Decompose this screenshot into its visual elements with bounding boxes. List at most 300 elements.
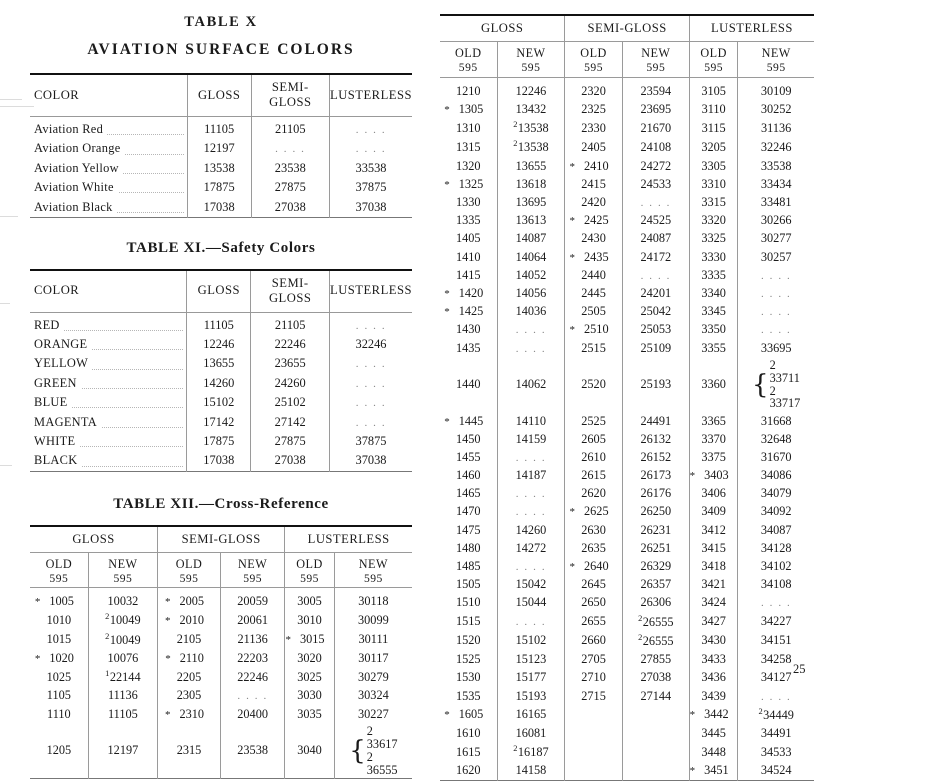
cell-value: 2515	[581, 340, 606, 355]
cell-value: 20400	[237, 706, 268, 721]
table-cell	[251, 393, 330, 412]
table-cell	[440, 687, 497, 705]
table-cell	[440, 230, 497, 248]
cell-value: 33481	[760, 195, 792, 210]
empty-value-dots: . . . .	[355, 416, 387, 429]
table-cell	[689, 430, 737, 448]
table-cell	[738, 743, 814, 762]
footnote-superscript: 2	[366, 723, 373, 738]
cell-value: 26132	[640, 431, 672, 446]
table-row	[30, 178, 412, 197]
cell-value: 1610	[455, 726, 481, 741]
cell-value: 13655	[515, 158, 547, 173]
table-row	[30, 412, 412, 431]
cell-value: 17875	[203, 180, 235, 195]
table-cell	[565, 705, 622, 724]
table-xii-left-body	[30, 588, 412, 779]
cell-value: 27038	[640, 670, 672, 685]
brace-values	[367, 725, 398, 777]
cell-value: $^2$26555	[638, 632, 674, 648]
table-x-col-color: COLOR	[30, 74, 187, 117]
empty-value-dots: . . . .	[515, 488, 547, 501]
cell-value: 33538	[355, 160, 387, 175]
cell-value: 27855	[640, 652, 672, 667]
table-cell	[221, 649, 285, 667]
cell-value: 2430	[581, 231, 606, 246]
table-row	[440, 175, 814, 193]
sub-label: OLD	[454, 46, 482, 60]
cell-value: 3409	[701, 504, 726, 519]
table-cell	[187, 178, 251, 197]
table-row	[440, 539, 814, 557]
sub-note: 595	[646, 61, 666, 75]
cell-value: 15177	[515, 670, 547, 685]
cell-value: * 2410	[569, 158, 609, 173]
table-cell	[689, 521, 737, 539]
cell-value: 14110	[515, 413, 547, 428]
color-name: Aviation Black	[34, 200, 117, 214]
table-cell	[565, 539, 622, 557]
cell-value: 2650	[581, 595, 606, 610]
cell-value: 34524	[760, 763, 792, 778]
table-cell	[738, 77, 814, 100]
cell-value: 10032	[107, 594, 139, 609]
table-row	[30, 393, 412, 412]
table-xii-sub-lust-old	[285, 552, 335, 588]
table-cell	[622, 284, 689, 302]
asterisk-marker: *	[165, 652, 171, 665]
table-row	[30, 588, 412, 611]
cell-value: 30109	[760, 83, 792, 98]
cell-value: * 1605	[444, 707, 484, 722]
table-cell	[187, 374, 251, 393]
table-cell	[88, 630, 157, 649]
cell-value: 13695	[515, 195, 547, 210]
asterisk-marker: *	[689, 765, 696, 778]
cell-value: 1530	[455, 670, 481, 685]
cell-value: 14260	[515, 522, 547, 537]
cell-value: 34258	[760, 652, 792, 667]
table-cell	[497, 339, 565, 357]
color-name-cell	[30, 178, 187, 197]
table-cell	[565, 175, 622, 193]
cell-value: 1460	[455, 468, 481, 483]
table-cell	[440, 412, 497, 430]
empty-value-dots: . . . .	[515, 342, 547, 355]
table-cell	[689, 651, 737, 669]
table-cell	[622, 266, 689, 284]
cell-value: 34086	[760, 468, 792, 483]
cell-value: 24272	[640, 158, 672, 173]
table-cell	[689, 412, 737, 430]
cell-value: 1525	[455, 652, 481, 667]
table-xii-left-head	[30, 526, 412, 588]
cell-value: 30227	[358, 706, 389, 721]
table-cell	[440, 100, 497, 118]
table-cell	[497, 651, 565, 669]
table-xii-group-lusterless: LUSTERLESS	[285, 526, 412, 553]
table-cell	[622, 193, 689, 211]
cell-value: 12246	[203, 337, 235, 352]
table-cell	[738, 303, 814, 321]
cell-value: 22203	[237, 650, 268, 665]
cell-value: 32246	[355, 337, 387, 352]
cell-value: 1315	[455, 139, 481, 154]
cell-value: 3035	[297, 706, 322, 721]
cell-value: 11105	[107, 706, 138, 721]
cell-value: 2405	[581, 139, 606, 154]
table-cell	[158, 649, 221, 667]
cell-value: 26173	[640, 468, 672, 483]
cell-value: 2635	[581, 540, 606, 555]
empty-value-dots: . . . .	[515, 324, 547, 337]
table-cell	[330, 178, 413, 197]
cell-value: 1465	[455, 486, 481, 501]
table-xii-right-group-row	[440, 15, 814, 42]
table-cell	[689, 230, 737, 248]
table-cell	[221, 588, 285, 611]
table-cell	[330, 374, 413, 393]
cell-value: 3305	[701, 158, 726, 173]
table-cell	[622, 248, 689, 266]
table-cell	[622, 100, 689, 118]
table-row	[440, 612, 814, 631]
cell-value: 11105	[203, 317, 234, 332]
table-cell	[440, 212, 497, 230]
cell-value: 12197	[203, 141, 235, 156]
table-cell	[689, 357, 737, 412]
cell-value: 2525	[581, 413, 606, 428]
table-cell	[689, 687, 737, 705]
cell-value: 14087	[515, 231, 547, 246]
table-cell	[440, 357, 497, 412]
cell-value: 1210	[455, 83, 481, 98]
table-cell	[497, 687, 565, 705]
cell-value: 1430	[455, 322, 481, 337]
table-cell	[440, 612, 497, 631]
cell-value: 2660	[581, 633, 606, 648]
color-name: YELLOW	[34, 356, 92, 370]
table-cell	[251, 451, 330, 471]
color-name-cell	[30, 432, 187, 451]
table-cell	[440, 467, 497, 485]
cell-value: 14260	[203, 375, 235, 390]
table-cell	[622, 485, 689, 503]
color-name: GREEN	[34, 376, 81, 390]
cell-value: 3375	[701, 449, 726, 464]
table-cell	[738, 687, 814, 705]
table-cell	[330, 312, 413, 335]
cell-value: 2705	[581, 652, 606, 667]
color-name: Aviation Orange	[34, 141, 125, 155]
cell-value: * 1020	[34, 650, 74, 665]
table-cell	[689, 762, 737, 781]
cell-value: 24533	[640, 176, 672, 191]
table-cell	[738, 705, 814, 724]
table-row	[30, 139, 412, 158]
table-cell	[330, 159, 413, 178]
color-name-cell	[30, 374, 187, 393]
empty-value-dots: . . . .	[760, 324, 792, 337]
table-cell	[689, 705, 737, 724]
table-row	[30, 159, 412, 178]
table-cell	[497, 631, 565, 650]
asterisk-marker: *	[444, 103, 450, 116]
table-xii-sub-gloss-new	[497, 42, 565, 78]
table-cell	[285, 705, 335, 723]
table-cell	[738, 631, 814, 650]
color-name-cell	[30, 117, 187, 140]
table-cell	[497, 284, 565, 302]
cell-value: * 3451	[689, 763, 729, 778]
cell-value: 27875	[274, 433, 306, 448]
table-row	[440, 762, 814, 781]
cell-value: 3205	[701, 139, 726, 154]
table-row	[30, 432, 412, 451]
empty-value-dots: . . . .	[237, 690, 268, 703]
table-cell	[622, 321, 689, 339]
cell-value: 1435	[455, 340, 481, 355]
table-cell	[738, 724, 814, 742]
cell-value: 34127	[760, 670, 792, 685]
table-cell	[497, 230, 565, 248]
table-cell	[334, 649, 412, 667]
cell-value: 1520	[455, 633, 481, 648]
cell-value: 37038	[355, 453, 387, 468]
table-xii-sub-semi-old	[565, 42, 622, 78]
table-cell	[689, 284, 737, 302]
table-cell	[689, 77, 737, 100]
empty-value-dots: . . . .	[515, 616, 547, 629]
cell-value: $^2$34449	[758, 706, 794, 722]
asterisk-marker: *	[569, 561, 575, 574]
cell-value: 34102	[760, 559, 792, 574]
cell-value: 3421	[701, 577, 726, 592]
cell-value: 34128	[760, 540, 792, 555]
table-cell	[565, 100, 622, 118]
asterisk-marker: *	[569, 251, 575, 264]
table-row	[440, 503, 814, 521]
table-cell	[622, 743, 689, 762]
table-cell	[738, 430, 814, 448]
table-cell	[565, 77, 622, 100]
cell-value: 30257	[760, 249, 792, 264]
cell-value: 34108	[760, 577, 792, 592]
cell-value: 25193	[640, 377, 672, 392]
table-row	[30, 197, 412, 217]
cell-value: 24260	[274, 375, 306, 390]
table-row	[30, 668, 412, 687]
table-cell	[565, 724, 622, 742]
table-row	[440, 594, 814, 612]
table-cell-multivalue	[738, 357, 814, 412]
table-cell	[285, 723, 335, 778]
cell-value: 11136	[107, 688, 138, 703]
sub-label: NEW	[358, 556, 388, 571]
cell-value: 14159	[515, 431, 547, 446]
table-cell	[497, 724, 565, 742]
table-cell	[221, 687, 285, 705]
asterisk-marker: *	[569, 160, 575, 173]
cell-value: 2105	[176, 632, 202, 647]
table-xii-sub-semi-new	[221, 552, 285, 588]
cell-value: 1485	[455, 559, 481, 574]
cell-value: 26357	[640, 577, 672, 592]
table-xii-sub-lust-new	[334, 552, 412, 588]
cell-value: 14056	[515, 285, 547, 300]
table-cell	[565, 651, 622, 669]
cell-value: 3105	[701, 83, 726, 98]
cell-value: 1010	[46, 612, 72, 627]
table-cell	[565, 503, 622, 521]
table-cell	[251, 117, 329, 140]
cell-value: 34227	[760, 614, 792, 629]
cell-value: 23538	[274, 160, 306, 175]
table-cell	[565, 448, 622, 466]
cell-value: 3365	[701, 413, 726, 428]
cell-value: 13613	[515, 213, 547, 228]
table-cell	[622, 539, 689, 557]
footnote-superscript: 2	[513, 120, 518, 130]
sub-label: OLD	[700, 46, 727, 60]
table-x	[30, 73, 412, 218]
table-row	[440, 230, 814, 248]
table-cell	[30, 705, 88, 723]
empty-value-dots: . . . .	[275, 143, 306, 156]
table-cell	[440, 576, 497, 594]
sub-note: 595	[521, 61, 541, 75]
table-cell	[158, 588, 221, 611]
cell-value: 15123	[515, 652, 547, 667]
table-cell	[187, 432, 251, 451]
table-cell	[738, 412, 814, 430]
cell-value: 3424	[701, 595, 726, 610]
table-xii-left-sub-row	[30, 552, 412, 588]
brace-value: 2 33617	[366, 723, 398, 751]
cell-value: 1105	[46, 688, 71, 703]
table-cell	[497, 521, 565, 539]
table-cell	[622, 631, 689, 650]
sub-note: 595	[49, 571, 69, 585]
cell-value: 2205	[176, 669, 202, 684]
table-row	[30, 705, 412, 723]
footnote-superscript: 2	[769, 383, 776, 398]
table-cell	[622, 687, 689, 705]
table-cell	[738, 284, 814, 302]
cell-value: 26250	[640, 504, 672, 519]
cell-value: * 3442	[689, 707, 729, 722]
table-xii-sub-semi-old	[158, 552, 221, 588]
table-cell	[565, 339, 622, 357]
cell-value: 26329	[640, 559, 672, 574]
cell-value: * 1305	[444, 101, 484, 116]
cell-value: 17142	[203, 414, 235, 429]
table-cell	[497, 357, 565, 412]
cell-value: 37875	[355, 180, 387, 195]
table-x-subtitle: AVIATION SURFACE COLORS	[87, 41, 355, 58]
cell-value: 3335	[701, 267, 726, 282]
cell-value: 1515	[455, 614, 481, 629]
table-xii-group-semigloss: SEMI-GLOSS	[158, 526, 285, 553]
footnote-superscript: 2	[105, 612, 110, 622]
table-cell	[251, 374, 330, 393]
cell-value: 17038	[203, 453, 235, 468]
cell-value: 1110	[47, 706, 71, 721]
table-cell	[689, 248, 737, 266]
cell-value: 17875	[203, 433, 235, 448]
table-row	[440, 193, 814, 211]
asterisk-marker: *	[569, 215, 575, 228]
table-cell	[622, 138, 689, 157]
table-cell	[565, 284, 622, 302]
cell-value: 3020	[297, 650, 322, 665]
table-row	[440, 212, 814, 230]
cell-value: 1615	[455, 744, 481, 759]
table-cell	[565, 430, 622, 448]
asterisk-marker: *	[444, 709, 450, 722]
table-cell	[440, 321, 497, 339]
table-cell	[497, 705, 565, 724]
table-xii-sub-semi-new	[622, 42, 689, 78]
cell-value: 2710	[581, 670, 606, 685]
table-cell	[622, 175, 689, 193]
table-cell	[440, 485, 497, 503]
sub-label: OLD	[580, 46, 607, 60]
table-x-head	[30, 74, 412, 117]
color-name-cell	[30, 451, 187, 471]
scan-artifact	[0, 106, 34, 107]
brace-values	[770, 359, 801, 411]
table-x-col-lusterless: LUSTERLESS	[330, 74, 413, 117]
empty-value-dots: . . . .	[355, 124, 387, 136]
cell-value: 34491	[760, 726, 792, 741]
cell-value: 34079	[760, 486, 792, 501]
table-cell	[285, 611, 335, 630]
table-row	[30, 312, 412, 335]
table-cell	[187, 335, 251, 354]
sub-note: 595	[458, 61, 478, 75]
cell-value: 3310	[701, 176, 726, 191]
table-cell	[334, 668, 412, 687]
cell-value: 33695	[760, 340, 792, 355]
table-cell	[30, 668, 88, 687]
table-cell	[622, 594, 689, 612]
cell-value: $^2$13538	[513, 120, 549, 136]
cell-value: 30277	[760, 231, 792, 246]
table-cell	[738, 576, 814, 594]
cell-value: 3445	[701, 726, 726, 741]
table-xii-sub-lust-old	[689, 42, 737, 78]
asterisk-marker: *	[444, 178, 450, 191]
table-cell	[285, 588, 335, 611]
cell-value: 25102	[274, 395, 306, 410]
table-cell	[440, 284, 497, 302]
table-xi-title: TABLE XI.—Safety Colors	[126, 239, 316, 256]
asterisk-marker: *	[164, 596, 171, 609]
cell-value: * 1425	[444, 304, 484, 319]
cell-value: 2520	[581, 377, 606, 392]
cell-value: * 2005	[164, 594, 205, 609]
table-row	[440, 321, 814, 339]
cell-value: $^2$10049	[105, 612, 141, 628]
table-cell	[738, 539, 814, 557]
cell-value: 3370	[701, 431, 726, 446]
cell-value: 3330	[701, 249, 726, 264]
cell-value: 3115	[701, 120, 726, 135]
brace-value: 2 36555	[366, 749, 398, 777]
cell-value: 1470	[455, 504, 481, 519]
footnote-superscript: 2	[366, 749, 373, 764]
